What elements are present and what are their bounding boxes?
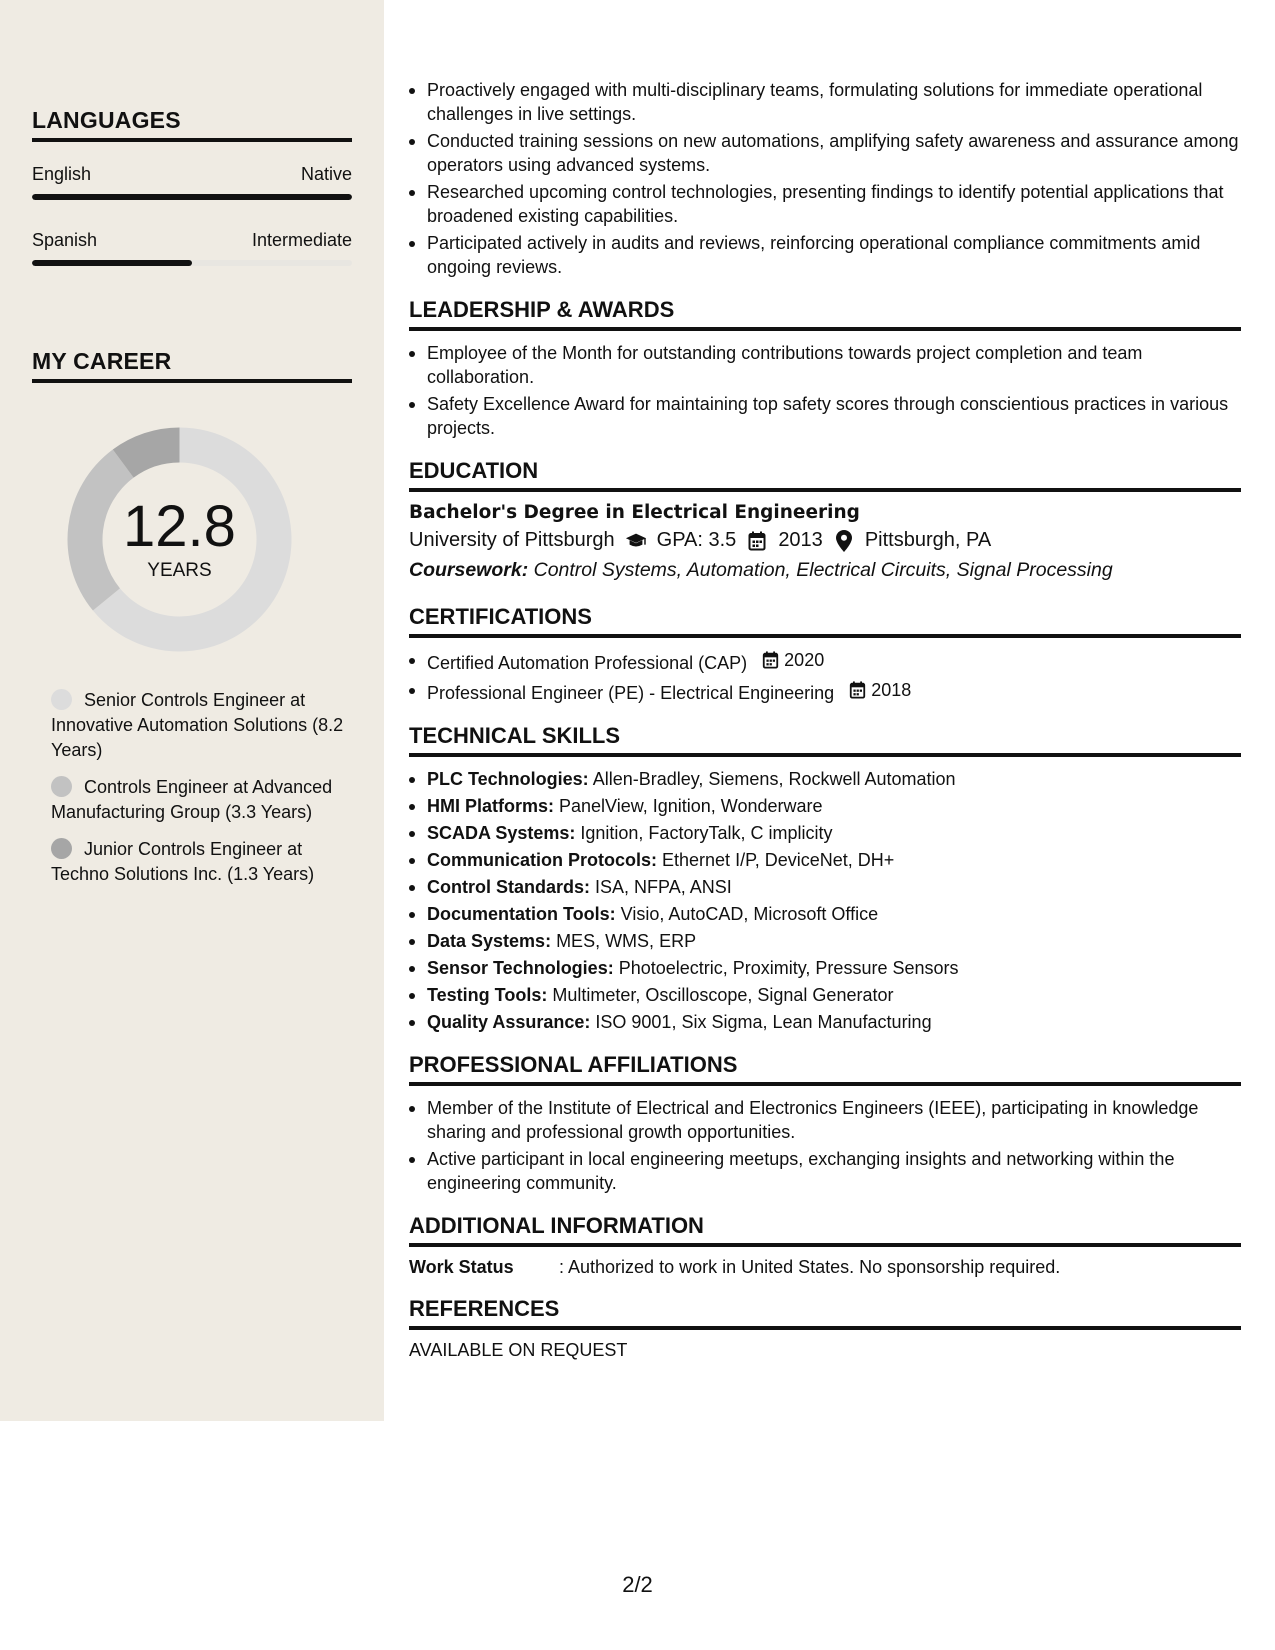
work-status-row [409,1257,1241,1278]
skill-value: Visio, AutoCAD, Microsoft Office [615,904,879,924]
affiliation-item: Active participant in local engineering meetups, exchanging insights and networking within the engineering community. [409,1147,1241,1195]
education-coursework [409,559,1241,582]
language-row-spanish [32,230,352,251]
skill-value: ISA, NFPA, ANSI [590,877,732,897]
language-bar-fill [32,260,192,266]
skill-label: SCADA Systems: [427,823,576,843]
education-title: EDUCATION [409,458,1241,492]
certification-name: Certified Automation Professional (CAP) [427,653,748,673]
experience-bullet: Proactively engaged with multi-disciplinary teams, formulating solutions for immediate operational challenges in live settings. [409,78,1241,126]
career-legend-dot [51,838,72,859]
career-item-text: Senior Controls Engineer at Innovative Automation Solutions (8.2 Years) [51,690,344,760]
main-content [409,78,1241,1361]
language-row-english [32,164,352,185]
affiliation-item: Member of the Institute of Electrical and Electronics Engineers (IEEE), participating in knowledge sharing and professional growth opportunities. [409,1096,1241,1144]
skill-value: PanelView, Ignition, Wonderware [554,796,823,816]
skill-value: Allen-Bradley, Siemens, Rockwell Automation [588,769,956,789]
page-number: 2/2 [622,1572,653,1597]
education-degree: Bachelor's Degree in Electrical Engineering [409,502,860,523]
language-bar-fill [32,194,352,200]
skill-label: Documentation Tools: [427,904,616,924]
skill-label: Quality Assurance: [427,1012,591,1032]
skill-item [409,1010,1241,1034]
language-level: Intermediate [251,230,352,250]
education-location: Pittsburgh, PA [864,529,992,551]
skill-label: Communication Protocols: [427,850,658,870]
certifications-list [409,648,1241,705]
certification-year: 2018 [871,680,912,700]
skill-item [409,875,1241,899]
work-status-value: : Authorized to work in United States. No sponsorship required. [559,1257,1061,1277]
career-item-text: Controls Engineer at Advanced Manufacturing Group (3.3 Years) [51,777,333,822]
certification-year: 2020 [784,650,825,670]
skill-item [409,794,1241,818]
language-bar-english [32,194,352,200]
skill-label: HMI Platforms: [427,796,555,816]
career-total-years: 12.8 [123,493,236,559]
calendar-icon [849,681,867,699]
graduation-cap-icon [625,530,647,552]
leadership-item: Safety Excellence Award for maintaining top safety scores through conscientious practices in various projects. [409,392,1241,440]
career-item-text: Junior Controls Engineer at Techno Solutions Inc. (1.3 Years) [51,839,315,884]
education-meta [409,529,1241,552]
skills-list [409,767,1241,1034]
sidebar [0,0,384,1421]
language-level: Native [300,164,352,184]
career-item [51,837,351,887]
education-gpa: GPA: 3.5 [656,529,737,551]
skill-label: Testing Tools: [427,985,548,1005]
leadership-title: LEADERSHIP & AWARDS [409,297,1241,331]
career-legend-dot [51,689,72,710]
languages-title: LANGUAGES [32,107,352,142]
career-item [51,775,351,825]
education-year: 2013 [778,529,823,551]
career-total-unit: YEARS [147,559,212,581]
references-title: REFERENCES [409,1296,1241,1330]
skill-label: Data Systems: [427,931,552,951]
experience-bullets [409,78,1241,279]
skill-label: Control Standards: [427,877,591,897]
education-school: University of Pittsburgh [409,529,615,551]
skill-value: MES, WMS, ERP [551,931,697,951]
career-section [32,348,352,383]
skill-value: Ethernet I/P, DeviceNet, DH+ [657,850,895,870]
calendar-icon [746,530,768,552]
certifications-title: CERTIFICATIONS [409,604,1241,638]
additional-info-title: ADDITIONAL INFORMATION [409,1213,1241,1247]
language-bar-spanish [32,260,352,266]
skill-label: Sensor Technologies: [427,958,614,978]
skills-title: TECHNICAL SKILLS [409,723,1241,757]
leadership-item: Employee of the Month for outstanding contributions towards project completion and team collaboration. [409,341,1241,389]
coursework-value: Control Systems, Automation, Electrical Circuits, Signal Processing [528,559,1113,581]
certification-name: Professional Engineer (PE) - Electrical Engineering [427,683,835,703]
career-donut-center [67,427,292,652]
language-name: Spanish [32,230,98,250]
map-pin-icon [833,530,855,552]
skill-item [409,848,1241,872]
certification-item [409,648,1241,675]
skill-item [409,983,1241,1007]
skill-item [409,767,1241,791]
career-list [51,688,351,899]
skill-label: PLC Technologies: [427,769,589,789]
references-text: AVAILABLE ON REQUEST [409,1340,628,1360]
experience-bullet: Participated actively in audits and reviews, reinforcing operational compliance commitments amid ongoing reviews. [409,231,1241,279]
career-donut-chart [67,427,292,652]
coursework-label: Coursework: [409,559,529,581]
skill-value: ISO 9001, Six Sigma, Lean Manufacturing [590,1012,932,1032]
leadership-list [409,341,1241,440]
work-status-label: Work Status [409,1257,514,1277]
skill-value: Multimeter, Oscilloscope, Signal Generator [547,985,894,1005]
affiliations-list [409,1096,1241,1195]
certification-item [409,678,1241,705]
languages-section [32,107,352,266]
skill-item [409,929,1241,953]
language-name: English [32,164,92,184]
skill-item [409,902,1241,926]
experience-bullet: Researched upcoming control technologies, presenting findings to identify potential applications that broadened existing capabilities. [409,180,1241,228]
career-title: MY CAREER [32,348,352,383]
skill-value: Photoelectric, Proximity, Pressure Sensors [613,958,959,978]
skill-item [409,956,1241,980]
skill-item [409,821,1241,845]
career-item [51,688,351,763]
calendar-icon [762,651,780,669]
experience-bullet: Conducted training sessions on new automations, amplifying safety awareness and assurance among operators using advanced systems. [409,129,1241,177]
skill-value: Ignition, FactoryTalk, C implicity [575,823,833,843]
affiliations-title: PROFESSIONAL AFFILIATIONS [409,1052,1241,1086]
career-legend-dot [51,776,72,797]
